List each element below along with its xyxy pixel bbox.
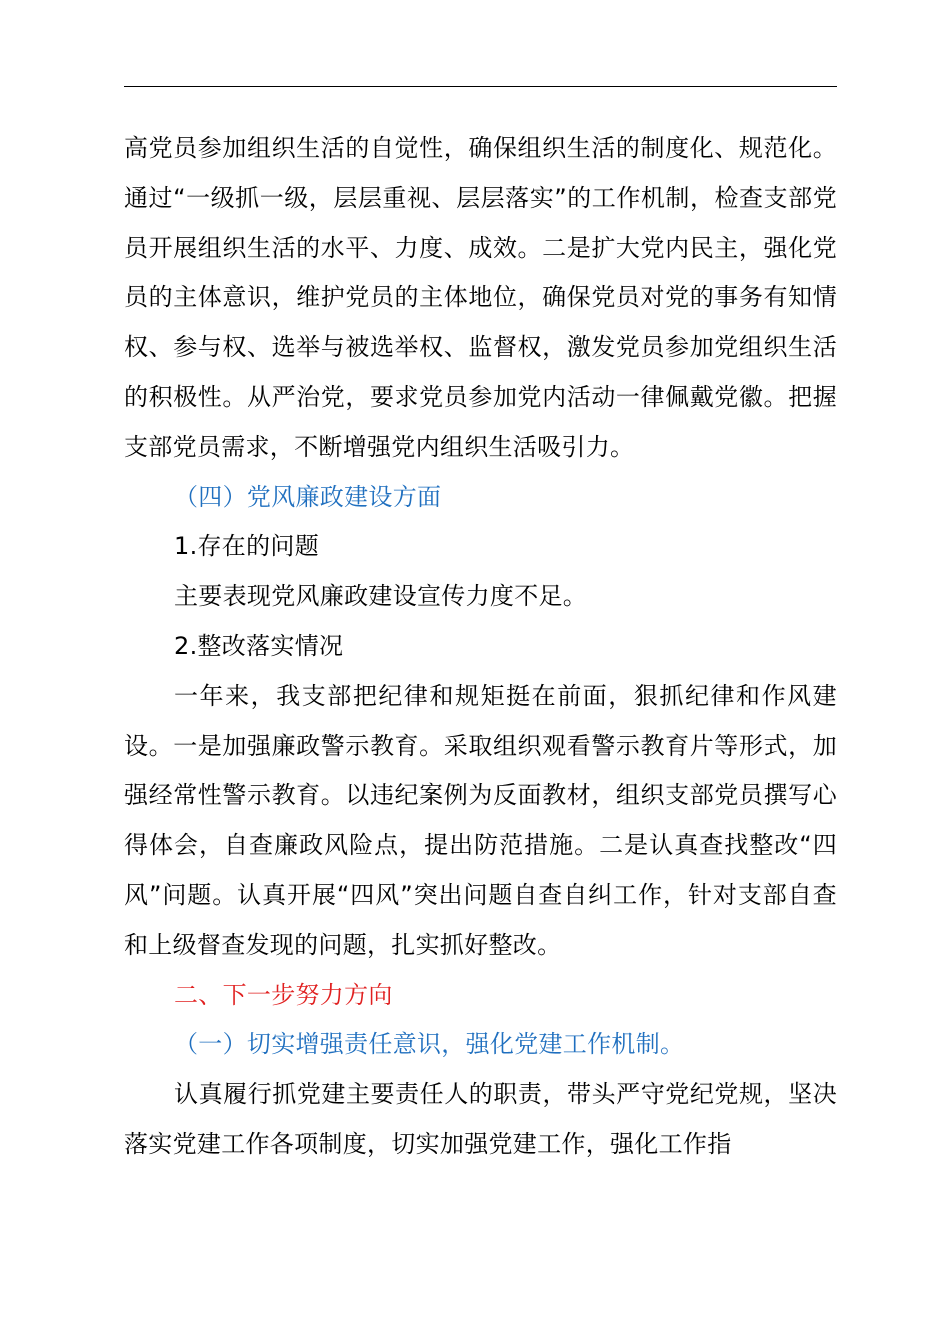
- paragraph-rectification-details: 一年来，我支部把纪律和规矩挺在前面，狠抓纪律和作风建设。一是加强廉政警示教育。采取组织观看警示教育片等形式，加强经常性警示教育。以违纪案例为反面教材，组织支部党员撰写心得体会，自查廉政风险点，提出防范措施。二是认真查找整改“四风”问题。认真开展“四风”突出问题自查自纠工作，针对支部自查和上级督查发现的问题，扎实抓好整改。: [124, 681, 837, 959]
- paragraph-organizational-life: 高党员参加组织生活的自觉性，确保组织生活的制度化、规范化。通过“一级抓一级，层层重视、层层落实”的工作机制，检查支部党员开展组织生活的水平、力度、成效。二是扩大党内民主，强化党员的主体意识，维护党员的主体地位，确保党员对党的事务有知情权、参与权、选举与被选举权、监督权，激发党员参加党组织生活的积极性。从严治党，要求党员参加党内活动一律佩戴党徽。把握支部党员需求，不断增强党内组织生活吸引力。: [124, 134, 837, 461]
- section-heading-next-steps: 二、下一步努力方向: [174, 980, 393, 1009]
- document-body: [124, 124, 837, 1170]
- paragraph-responsibility-details: 认真履行抓党建主要责任人的职责，带头严守党纪党规，坚决落实党建工作各项制度，切实加强党建工作，强化工作指: [124, 1080, 837, 1158]
- section-heading-responsibility: （一）切实增强责任意识，强化党建工作机制。: [174, 1030, 685, 1059]
- header-rule: [124, 86, 837, 87]
- subheading-existing-problems: 1.存在的问题: [174, 532, 319, 561]
- section-heading-clean-governance: （四）党风廉政建设方面: [174, 482, 442, 511]
- subheading-rectification-status: 2.整改落实情况: [174, 631, 344, 660]
- paragraph-problem-description: 主要表现党风廉政建设宣传力度不足。: [174, 582, 588, 611]
